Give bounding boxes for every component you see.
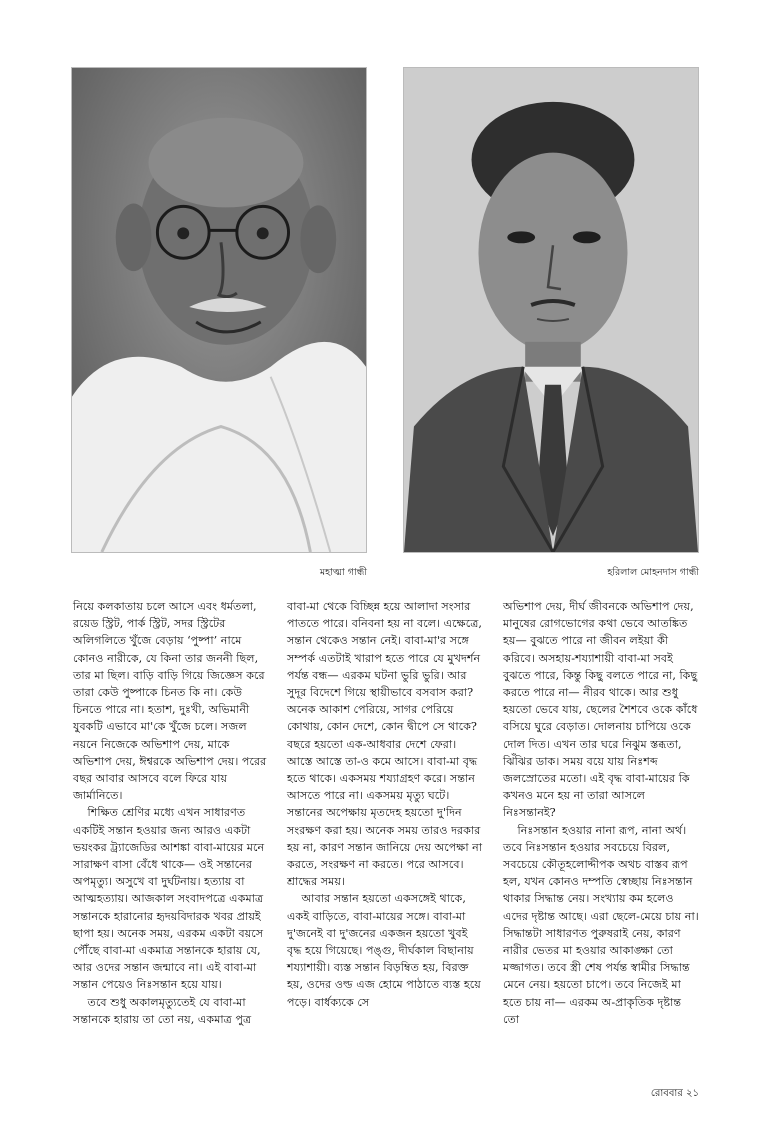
text-column-1 bbox=[73, 598, 269, 1028]
paragraph: বাবা-মা থেকে বিচ্ছিন্ন হয়ে আলাদা সংসার পাততে পারে। বনিবনা হয় না বলে। এক্ষেত্রে, সন্তান থেকেও সন্তান নেই। বাবা-মা'র সঙ্গে সম্পর্ক এতটাই খারাপ হতে পারে যে মুখদর্শন পর্যন্ত বন্ধ— এরকম ঘটনা ভুরি ভুরি। আর সুদূর বিদেশে গিয়ে স্থায়ীভাবে বসবাস করা? অনেক আকাশ পেরিয়ে, সাগর পেরিয়ে কোথায়, কোন দেশে, কোন দ্বীপে সে থাকে? বছরে হয়তো এক-আধবার দেশে ফেরা। আস্তে আস্তে তা-ও কমে আসে। বাবা-মা বৃদ্ধ হতে থাকে। একসময় শয্যাগ্রহণ করে। সন্তান আসতে পারে না। একসময় মৃত্যু ঘটে। সন্তানের অপেক্ষায় মৃতদেহ হয়তো দু'দিন সংরক্ষণ করা হয়। অনেক সময় তারও দরকার হয় না, কারণ সন্তান জানিয়ে দেয় অপেক্ষা না করতে, সংরক্ষণ না করতে। পরে আসবে। শ্রাদ্ধের সময়। bbox=[287, 600, 483, 889]
photo-caption-right: হরিলাল মোহনদাস গান্ধী bbox=[607, 567, 699, 578]
text-column-2 bbox=[287, 598, 483, 1011]
paragraph: আবার সন্তান হয়তো একসঙ্গেই থাকে, একই বাড়িতে, বাবা-মায়ের সঙ্গে। বাবা-মা দু'জনেই বা দু'জনের একজন হয়তো খুবই বৃদ্ধ হয়ে গিয়েছে। পঙ্গু, দীর্ঘকাল বিছানায় শয্যাশায়ী। ব্যস্ত সন্তান বিড়ম্বিত হয়, বিরক্ত হয়, ওদের ওল্ড এজ হোমে পাঠাতে ব্যস্ত হয়ে পড়ে। বার্ধক্যকে সে bbox=[287, 892, 481, 1009]
text-column-3 bbox=[503, 598, 699, 1028]
photo-caption-left: মহাত্মা গান্ধী bbox=[319, 567, 367, 578]
paragraph: অভিশাপ দেয়, দীর্ঘ জীবনকে অভিশাপ দেয়, মানুষের রোগভোগের কথা ভেবে আতঙ্কিত হয়— বুঝতে পারে না জীবন লইয়া কী করিবে। অসহায়-শয্যাশায়ী বাবা-মা সবই বুঝতে পারে, কিন্তু কিছু বলতে পারে না, কিছু করতে পারে না— নীরব থাকে। আর শুধু হয়তো ভেবে যায়, ছেলের শৈশবে ওকে কাঁধে বসিয়ে ঘুরে বেড়াত। দোলনায় চাপিয়ে ওকে দোল দিত। এখন তার ঘরে নিঝুম স্তব্ধতা, ঝিঁঝির ডাক। সময় বয়ে যায় নিঃশব্দ জলস্রোতের মতো। এই বৃদ্ধ বাবা-মায়ের কি কখনও মনে হয় না তারা আসলে নিঃসন্তানই? bbox=[503, 600, 698, 820]
paragraph: তবে শুধু অকালমৃত্যুতেই যে বাবা-মা সন্তানকে হারায় তা তো নয়, একমাত্র পুত্র bbox=[73, 995, 252, 1026]
photo-harilal-gandhi bbox=[403, 67, 699, 553]
paragraph: নিঃসন্তান হওয়ার নানা রূপ, নানা অর্থ। তবে নিঃসন্তান হওয়ার সবচেয়ে বিরল, সবচেয়ে কৌতূহলোদ্দীপক অথচ বাস্তব রূপ হল, যখন কোনও দম্পতি স্বেচ্ছায় নিঃসন্তান থাকার সিদ্ধান্ত নেয়। সংখ্যায় কম হলেও এদের দৃষ্টান্ত আছে। এরা ছেলে-মেয়ে চায় না। সিদ্ধান্তটা সাধারণত পুরুষরাই নেয়, কারণ নারীর ভেতর মা হওয়ার আকাঙ্ক্ষা তো মজ্জাগত। তবে স্ত্রী শেষ পর্যন্ত স্বামীর সিদ্ধান্ত মেনে নেয়। হয়তো চাপে। তবে নিজেই মা হতে চায় না— এরকম অ-প্রাকৃতিক দৃষ্টান্ত তো bbox=[503, 823, 699, 1026]
paragraph: শিক্ষিত শ্রেণির মধ্যে এখন সাধারণত একটিই সন্তান হওয়ার জন্য আরও একটা ভয়ংকর ট্র্যাজেডির আশঙ্কা বাবা-মায়ের মনে সারাক্ষণ বাসা বেঁধে থাকে— ওই সন্তানের অপমৃত্যু। অসুখে বা দুর্ঘটনায়। হত্যায় বা আত্মহত্যায়। আজকাল সংবাদপত্রে একমাত্র সন্তানকে হারানোর হৃদয়বিদারক খবর প্রায়ই ছাপা হয়। অনেক সময়, এরকম একটা বয়সে পৌঁছে বাবা-মা একমাত্র সন্তানকে হারায় যে, আর ওদের সন্তান জন্মাবে না। এই বাবা-মা সন্তান পেয়েও নিঃসন্তান হয়ে যায়। bbox=[73, 806, 265, 992]
page-folio: রোববার ২১ bbox=[650, 1088, 699, 1099]
paragraph: নিয়ে কলকাতায় চলে আসে এবং ধর্মতলা, রয়েড স্ট্রিট, পার্ক স্ট্রিট, সদর স্ট্রিটের অলিগলিতে খুঁজে বেড়ায় ‘পুষ্পা’ নামে কোনও নারীকে, যে কিনা তার জননী ছিল, তার মা ছিল। বাড়ি বাড়ি গিয়ে জিজ্ঞেস করে তারা কেউ পুষ্পাকে চিনত কি না। কেউ চিনতে পারে না। হতাশ, দুঃখী, অভিমানী যুবকটি এভাবে মা'কে খুঁজে চলে। সজল নয়নে নিজেকে অভিশাপ দেয়, মাকে অভিশাপ দেয়, ঈশ্বরকে অভিশাপ দেয়। পরের বছর আবার আসবে বলে ফিরে যায় জার্মানিতে। bbox=[73, 600, 267, 803]
portrait-illustration-right bbox=[404, 68, 698, 552]
portrait-illustration-left bbox=[72, 68, 366, 552]
photo-mahatma-gandhi bbox=[71, 67, 367, 553]
